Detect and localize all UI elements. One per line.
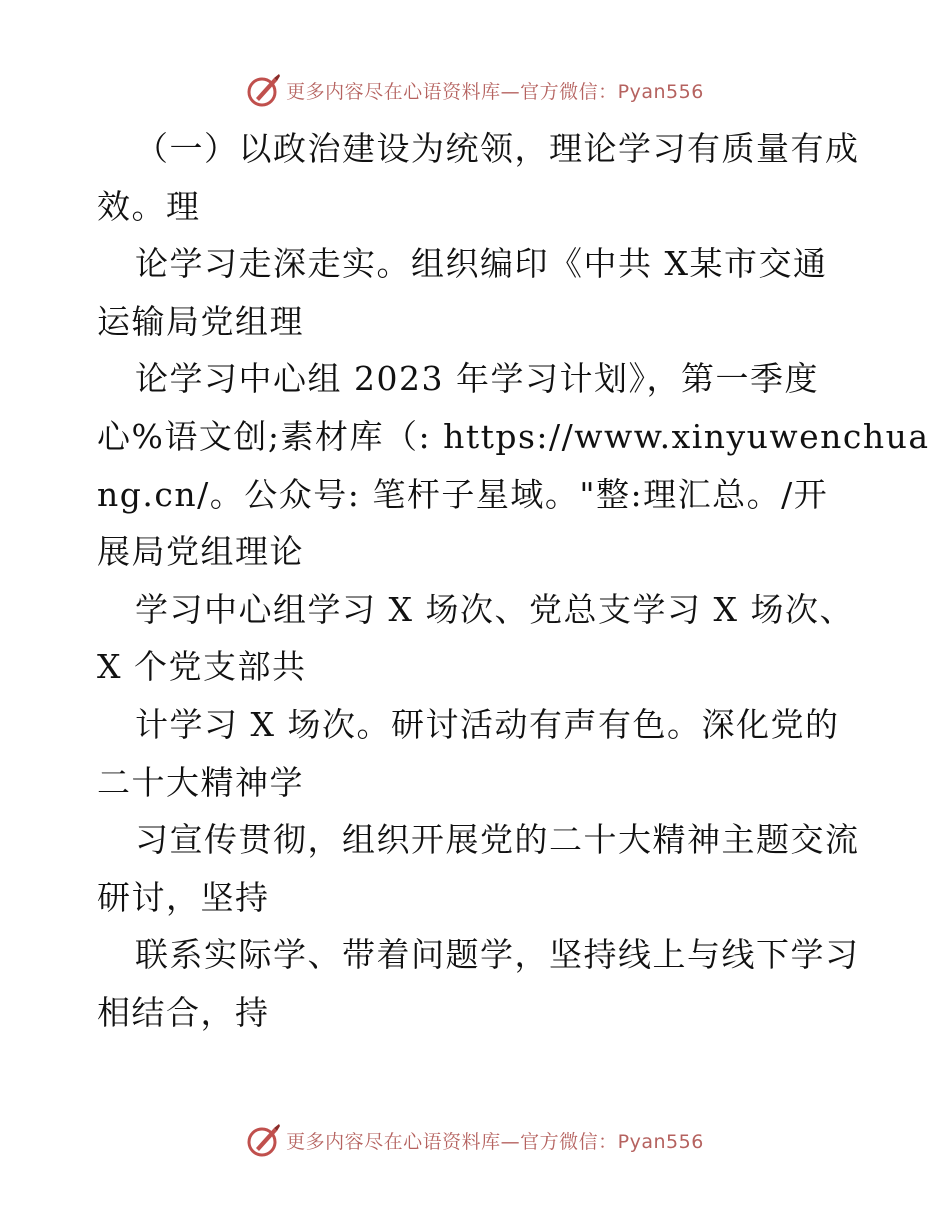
body-text-line: 习宣传贯彻，组织开展党的二十大精神主题交流 xyxy=(135,820,860,860)
body-text-line: 效。理 xyxy=(97,186,201,226)
header-banner xyxy=(0,70,950,110)
body-text-line: 联系实际学、带着问题学，坚持线上与线下学习 xyxy=(135,935,860,975)
body-text-line: ng.cn/。公众号: 笔杆子星域。"整:理汇总。/开 xyxy=(97,474,829,514)
body-text-line: 研讨，坚持 xyxy=(97,877,270,917)
footer-banner xyxy=(0,1120,950,1160)
body-text-line: 论学习中心组 2023 年学习计划》，第一季度 xyxy=(135,359,819,399)
body-text-line: 论学习走深走实。组织编印《中共 X某市交通 xyxy=(135,244,828,284)
body-text-line: 相结合，持 xyxy=(97,992,270,1032)
body-text-line: X 个党支部共 xyxy=(97,647,307,687)
header-banner-text: 更多内容尽在心语资料库—官方微信：Pyan556 xyxy=(286,80,704,103)
quill-pen-circle-icon xyxy=(246,72,282,108)
footer-banner-text: 更多内容尽在心语资料库—官方微信：Pyan556 xyxy=(286,1130,704,1153)
document-body xyxy=(97,120,930,1042)
body-text-line: 计学习 X 场次。研讨活动有声有色。深化党的 xyxy=(135,704,840,744)
body-text-line: （一）以政治建设为统领，理论学习有质量有成 xyxy=(135,129,860,168)
body-text-line: 心%语文创;素材库（: https://www.xinyuwenchua xyxy=(97,416,930,456)
body-text-line: 展局党组理论 xyxy=(97,532,304,572)
quill-pen-circle-icon xyxy=(246,1122,282,1158)
body-text-line: 二十大精神学 xyxy=(97,762,304,802)
body-text-line: 运输局党组理 xyxy=(97,301,304,341)
body-text-line: 学习中心组学习 X 场次、党总支学习 X 场次、 xyxy=(135,589,854,629)
